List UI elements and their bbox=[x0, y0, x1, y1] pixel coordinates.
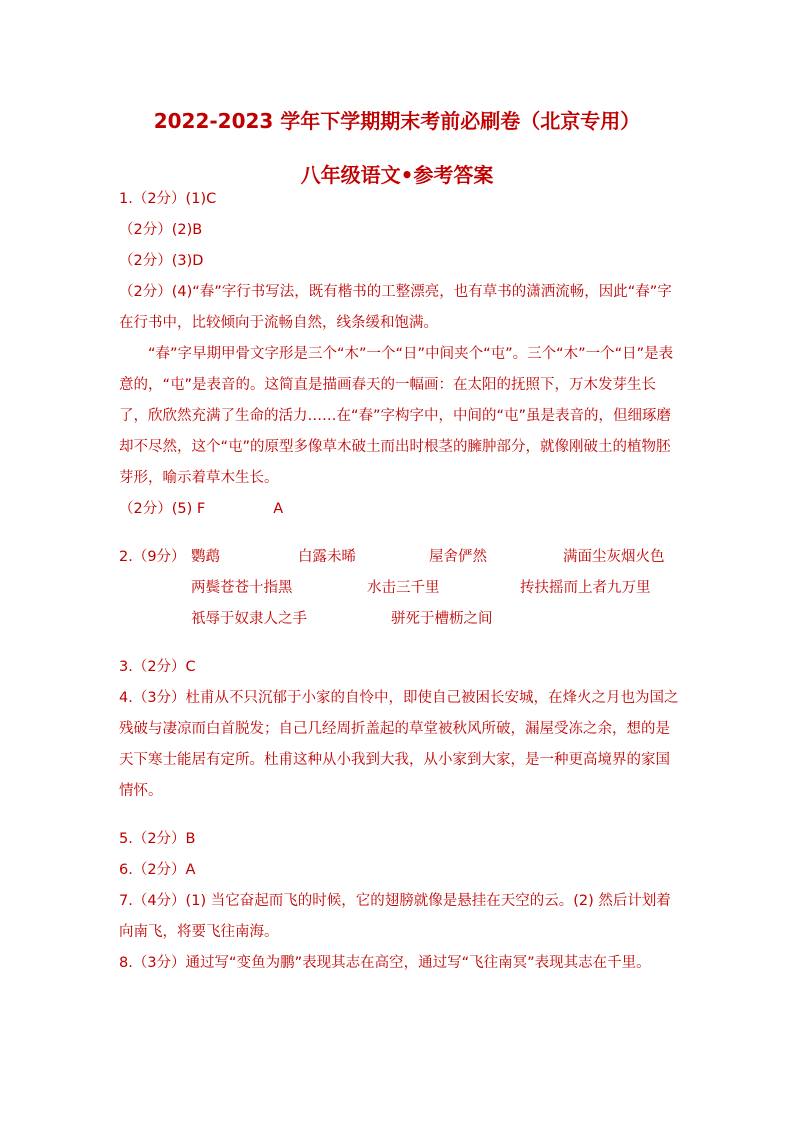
q3-answer: 3.（2分）C bbox=[119, 659, 196, 675]
q6-answer: 6.（2分）A bbox=[119, 862, 196, 878]
page-title: 2022-2023 学年下学期期末考前必刷卷（北京专用） bbox=[153, 109, 641, 133]
q2-item: 水击三千里 bbox=[367, 580, 440, 596]
q1-answer-3: （2分）(3)D bbox=[119, 253, 204, 269]
q1-answer-5 bbox=[119, 494, 679, 525]
q2-row-1 bbox=[119, 542, 679, 573]
q2-row-2 bbox=[119, 573, 679, 604]
q2-item: 屋舍俨然 bbox=[429, 549, 487, 565]
q1-answer-4: （2分）(4)“春”字行书写法，既有楷书的工整漂亮，也有草书的潇洒流畅，因此“春”字在行书中，比较倾向于流畅自然，线条缓和饱满。 bbox=[119, 284, 672, 331]
q2-item: 祇辱于奴隶人之手 bbox=[191, 611, 307, 627]
q8-answer: 8.（3分）通过写“变鱼为鹏”表现其志在高空，通过写“飞往南冥”表现其志在千里。 bbox=[119, 955, 651, 971]
q4-answer: 4.（3分）杜甫从不只沉郁于小家的自怜中，即使自己被困长安城，在烽火之月也为国之残破与凄凉而白首脱发；自己几经周折盖起的草堂被秋风所破，漏屋受冻之余，想的是天下寒士能居有定所。杜甫这种从小我到大我，从小家到大家，是一种更高境界的家国情怀。 bbox=[119, 690, 679, 799]
q1-answer-5-part2: A bbox=[273, 501, 284, 517]
answer-content bbox=[119, 184, 679, 979]
q5-answer: 5.（2分）B bbox=[119, 831, 196, 847]
q2-item: 鹦鹉 bbox=[191, 549, 220, 565]
q2-item: 白露未晞 bbox=[298, 549, 356, 565]
q1-answer-1: 1.（2分）(1)C bbox=[119, 191, 217, 207]
q2-item: 满面尘灰烟火色 bbox=[563, 549, 665, 565]
q2-label: 2.（9分） bbox=[119, 549, 186, 565]
page-subtitle: 八年级语文•参考答案 bbox=[300, 163, 494, 187]
q1-answer-5-part1: （2分）(5) F bbox=[119, 501, 206, 517]
q2-item: 两鬓苍苍十指黑 bbox=[191, 580, 293, 596]
q1-answer-4-explanation: “春”字早期甲骨文字形是三个“木”一个“日”中间夹个“屯”。三个“木”一个“日”是表意的，“屯”是表音的。这简直是描画春天的一幅画：在太阳的抚照下，万木发芽生长了，欣欣然充满了生命的活力……在“春”字构字中，中间的“屯”虽是表音的，但细琢磨却不尽然，这个“屯”的原型多像草木破土而出时根茎的臃肿部分，就像刚破土的植物胚芽形，喻示着草木生长。 bbox=[119, 346, 674, 486]
q2-row-3 bbox=[119, 604, 679, 635]
q7-answer: 7.（4分）(1) 当它奋起而飞的时候，它的翅膀就像是悬挂在天空的云。(2) 然后计划着向南飞，将要飞往南海。 bbox=[119, 893, 671, 940]
q1-answer-2: （2分）(2)B bbox=[119, 222, 203, 238]
q2-item: 抟扶摇而上者九万里 bbox=[520, 580, 651, 596]
q2-item: 骈死于槽枥之间 bbox=[391, 611, 493, 627]
